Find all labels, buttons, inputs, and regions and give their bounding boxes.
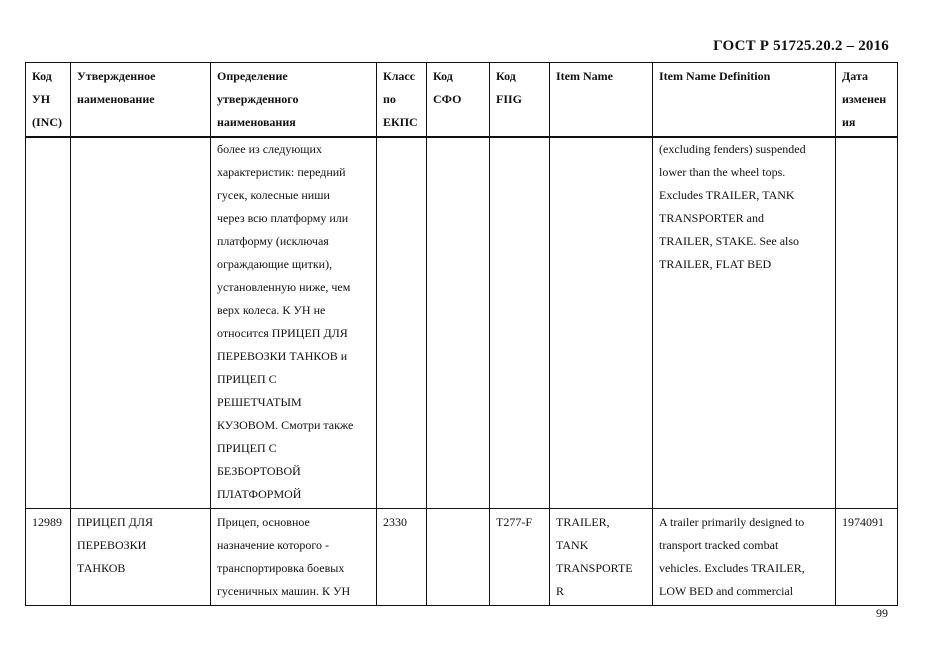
page-number: 99 [876,606,888,620]
table-header-row [26,63,898,138]
header-fiig-code: Код FIIG [490,63,550,138]
cell-inc [26,137,71,509]
cell-item-name [550,137,653,509]
cell-approved-name: ПРИЦЕП ДЛЯ ПЕРЕВОЗКИ ТАНКОВ [71,509,211,606]
cell-fsc-class [377,137,427,509]
table-row-entry [26,509,898,606]
cell-sfo-code [427,137,490,509]
cell-inc: 12989 [26,509,71,606]
cell-fsc-class: 2330 [377,509,427,606]
cell-change-date: 1974091 [836,509,898,606]
header-sfo-code: Код СФО [427,63,490,138]
cell-fiig-code: T277-F [490,509,550,606]
cell-definition-ru: более из следующих характеристик: передний гусек, колесные ниши через всю платформу или платформу (исключая ограждающие щитки), установленную ниже, чем верх колеса. К УН не относится ПРИЦЕП ДЛЯ ПЕРЕВОЗКИ ТАНКОВ и ПРИЦЕП С РЕШЕТЧАТЫМ КУЗОВОМ. Смотри также ПРИЦЕП С БЕЗБОРТОВОЙ ПЛАТФОРМОЙ [211,137,377,509]
document-standard-code: ГОСТ Р 51725.20.2 – 2016 [713,38,889,54]
header-definition-ru: Определение утвержденного наименования [211,63,377,138]
header-inc: Код УН (INC) [26,63,71,138]
cell-item-name: TRAILER, TANK TRANSPORTE R [550,509,653,606]
header-item-name: Item Name [550,63,653,138]
header-approved-name: Утвержденное наименование [71,63,211,138]
cell-approved-name [71,137,211,509]
cell-definition-ru: Прицеп, основное назначение которого - транспортировка боевых гусеничных машин. К УН [211,509,377,606]
cell-definition-en: A trailer primarily designed to transport tracked combat vehicles. Excludes TRAILER, LOW BED and commercial [653,509,836,606]
header-item-name-definition: Item Name Definition [653,63,836,138]
cell-change-date [836,137,898,509]
header-fsc-class: Класс по ЕКПС [377,63,427,138]
cell-definition-en: (excluding fenders) suspended lower than the wheel tops. Excludes TRAILER, TANK TRANSPORTER and TRAILER, STAKE. See also TRAILER, FLAT BED [653,137,836,509]
header-change-date: Дата изменен ия [836,63,898,138]
cell-sfo-code [427,509,490,606]
table-row-continuation [26,137,898,509]
nomenclature-table [25,62,898,606]
cell-fiig-code [490,137,550,509]
